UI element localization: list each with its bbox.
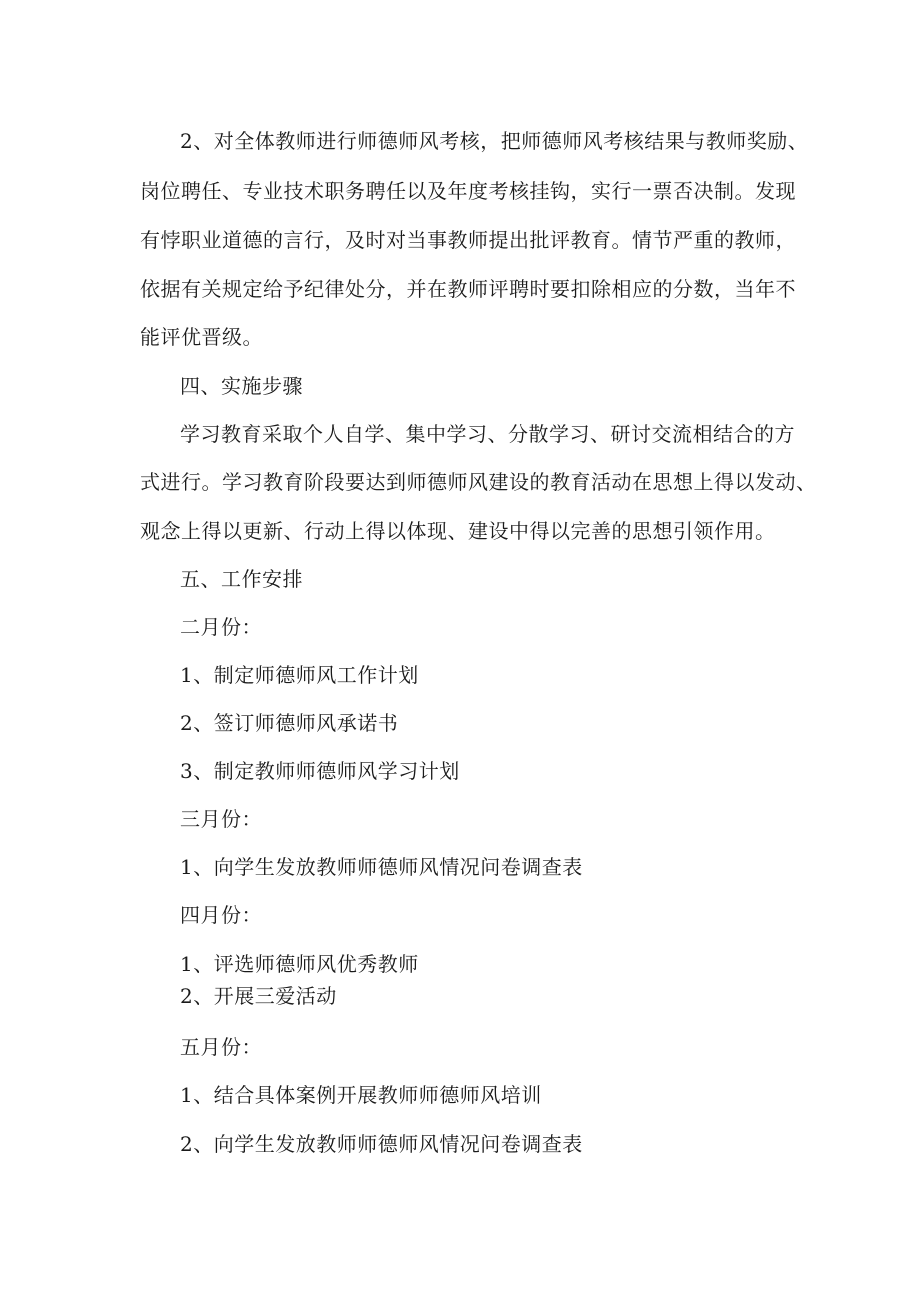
paragraph-line: 能评优晋级。 — [140, 325, 263, 349]
list-item: 2、签订师德师风承诺书 — [180, 711, 399, 735]
list-item: 1、向学生发放教师师德师风情况问卷调查表 — [180, 855, 583, 879]
list-item: 1、结合具体案例开展教师师德师风培训 — [180, 1083, 542, 1107]
list-item: 2、向学生发放教师师德师风情况问卷调查表 — [180, 1132, 583, 1156]
paragraph-line: 有悖职业道德的言行，及时对当事教师提出批评教育。情节严重的教师， — [140, 228, 796, 252]
month-label: 三月份： — [180, 807, 262, 831]
section-heading: 四、实施步骤 — [180, 374, 303, 398]
list-item: 3、制定教师师德师风学习计划 — [180, 759, 460, 783]
paragraph-line: 学习教育采取个人自学、集中学习、分散学习、研讨交流相结合的方 — [180, 422, 795, 446]
month-label: 二月份： — [180, 615, 262, 639]
section-heading: 五、工作安排 — [180, 567, 303, 591]
paragraph-line: 依据有关规定给予纪律处分，并在教师评聘时要扣除相应的分数，当年不 — [140, 277, 796, 301]
paragraph-line: 观念上得以更新、行动上得以体现、建设中得以完善的思想引领作用。 — [140, 519, 776, 543]
list-item: 2、开展三爱活动 — [180, 984, 337, 1008]
paragraph-line: 式进行。学习教育阶段要达到师德师风建设的教育活动在思想上得以发动、 — [140, 470, 817, 494]
list-item: 1、制定师德师风工作计划 — [180, 663, 419, 687]
paragraph-line: 岗位聘任、专业技术职务聘任以及年度考核挂钩，实行一票否决制。发现 — [140, 179, 796, 203]
list-item: 1、评选师德师风优秀教师 — [180, 952, 419, 976]
month-label: 四月份： — [180, 903, 262, 927]
paragraph-line: 2、对全体教师进行师德师风考核，把师德师风考核结果与教师奖励、 — [180, 129, 809, 153]
month-label: 五月份： — [180, 1035, 262, 1059]
